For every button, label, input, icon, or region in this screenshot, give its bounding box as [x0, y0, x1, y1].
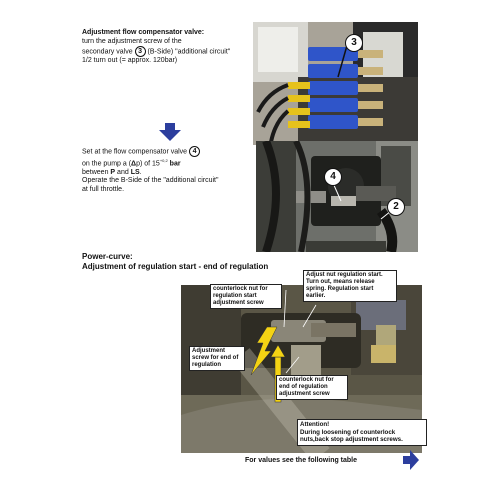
callout-counterlock-regulation-start: counterlock nut for regulation start adjustment screw	[210, 284, 282, 309]
section2-text	[82, 146, 257, 194]
valve-block-illustration	[253, 22, 418, 145]
section2-line1-pre: Set at the flow compensator valve	[82, 148, 188, 156]
section1-text	[82, 29, 252, 66]
valve-number-4: 4	[189, 146, 200, 157]
port-ls-label: LS	[130, 168, 140, 176]
section1-line2	[82, 46, 252, 57]
unit-bar: bar	[169, 160, 181, 168]
section2-line2	[82, 157, 257, 169]
next-arrow-icon[interactable]	[403, 450, 419, 470]
callout-adjustment-screw-end: Adjustment screw for end of regulation	[189, 346, 245, 371]
down-arrow-icon	[159, 123, 181, 141]
section2-line2-pre: on the pump a (	[82, 160, 132, 168]
section2-line5: at full throttle.	[82, 185, 125, 193]
section3-heading	[82, 252, 342, 272]
callout-counterlock-end: counterlock nut for end of regulation adjustment screw	[276, 375, 348, 400]
section2-line3-post: .	[139, 168, 142, 176]
section1-title: Adjustment flow compensator valve:	[82, 29, 205, 36]
port-p-label: P	[110, 168, 116, 176]
section2-line4: Operate the B-Side of the "additional circuit"	[82, 177, 219, 185]
delta-symbol: Δ	[131, 160, 137, 168]
valve-number-3: 3	[135, 46, 146, 57]
attention-note: Attention! During loosening of counterlock nuts,back stop adjustment screws.	[297, 419, 427, 446]
photo-badge-4: 4	[324, 168, 342, 186]
pump-photo	[256, 141, 418, 252]
section1-line2-pre: secondary valve	[82, 48, 133, 56]
section2-line3-pre: between	[82, 168, 109, 176]
footer-text: For values see the following table	[245, 457, 358, 464]
section2-line3	[82, 169, 257, 178]
valve-block-photo	[253, 22, 418, 145]
callout-adjust-nut-regulation-start: Adjust nut regulation start. Turn out, means release spring. Regulation start earlier.	[303, 270, 397, 302]
and-label: and	[117, 168, 129, 176]
pump-illustration	[256, 141, 418, 252]
section3-subtitle: Adjustment of regulation start - end of regulation	[82, 262, 269, 271]
section1-line1: turn the adjustment screw of the	[82, 37, 182, 45]
section1-line2-post: (B-Side) "additional circuit"	[147, 48, 231, 56]
photo-badge-2: 2	[387, 198, 405, 216]
section1-line3: 1/2 turn out (= approx. 120bar)	[82, 57, 178, 64]
section2-line1	[82, 146, 257, 157]
photo-badge-3: 3	[345, 34, 363, 52]
section3-title: Power-curve:	[82, 252, 133, 261]
tolerance-sup: +0,2	[159, 158, 168, 163]
section2-line2-mid: p) of 15	[136, 160, 160, 168]
